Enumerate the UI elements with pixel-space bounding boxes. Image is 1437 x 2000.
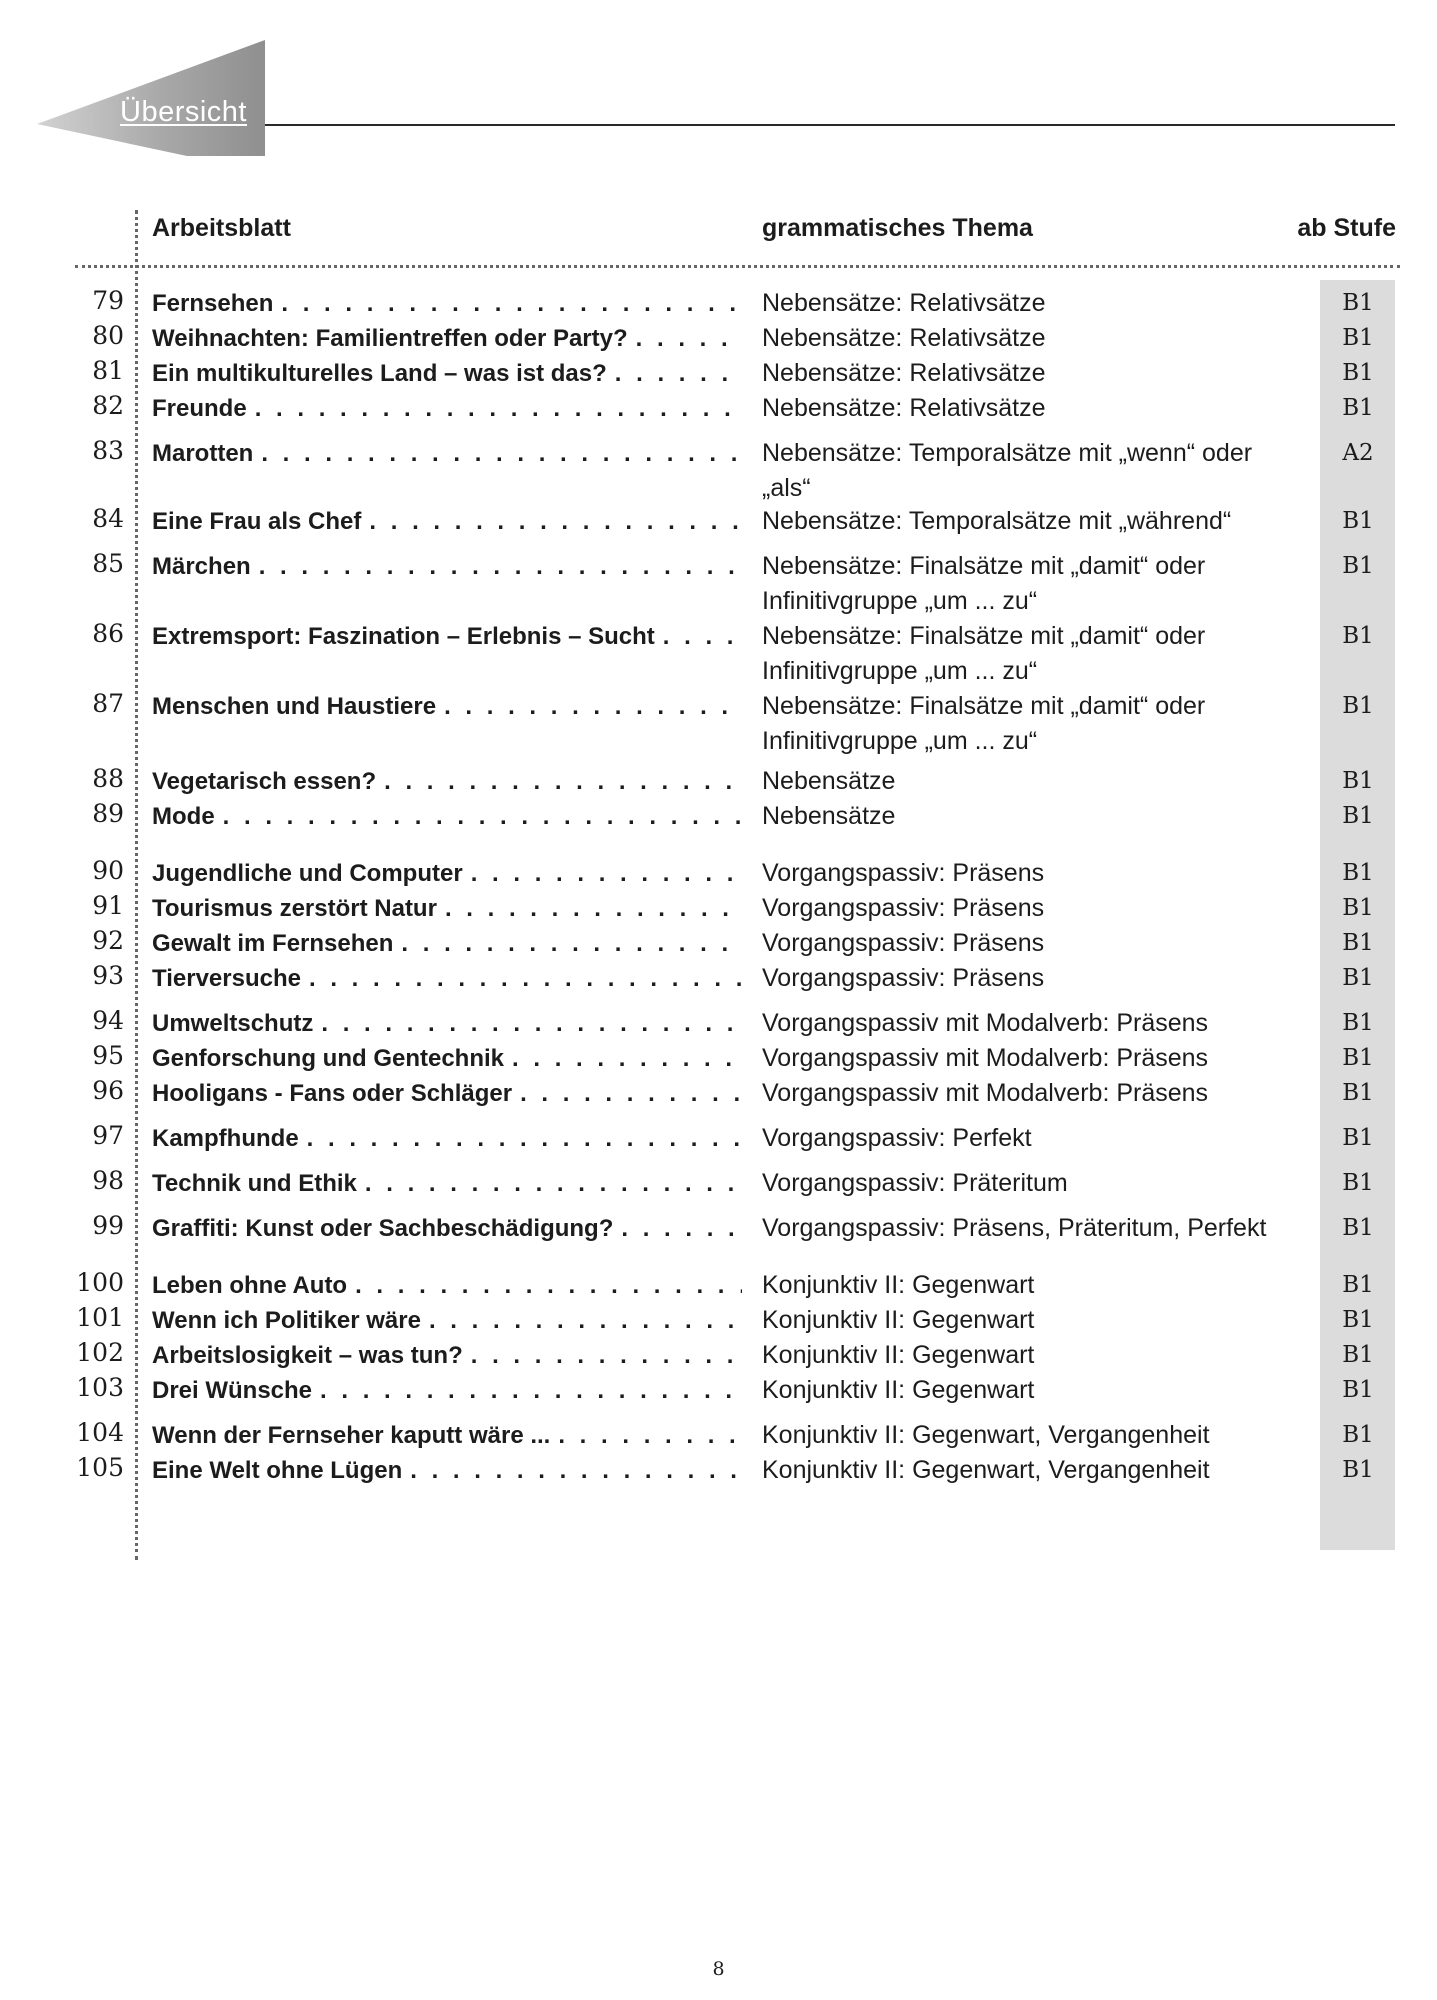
dot-leader [504,1041,742,1076]
level-badge: B1 [1342,325,1374,351]
dot-leader [376,764,742,799]
dot-leader [361,504,742,539]
worksheet-title-cell [152,391,742,426]
worksheet-title-cell [152,1303,742,1338]
grammar-topic: Vorgangspassiv mit Modalverb: Präsens [762,1044,1209,1072]
grammar-topic: Konjunktiv II: Gegenwart [762,1271,1035,1299]
worksheet-number: 91 [92,891,124,920]
dot-leader [347,1268,742,1303]
grammar-topic: Nebensätze [762,802,896,830]
grammar-topic: Nebensätze [762,767,896,795]
worksheet-number: 94 [92,1006,124,1035]
grammar-topic: Konjunktiv II: Gegenwart, Vergangenheit [762,1421,1210,1449]
worksheet-number: 82 [92,391,124,420]
worksheet-number: 88 [92,764,124,793]
worksheet-title: Marotten [152,440,254,467]
worksheet-number: 81 [92,356,124,385]
dot-leader [299,1121,742,1156]
level-badge: B1 [1342,965,1374,991]
dot-leader [607,356,742,391]
worksheet-number: 103 [76,1373,124,1402]
worksheet-number: 80 [92,321,124,350]
worksheet-title: Hooligans - Fans oder Schläger [152,1080,513,1107]
worksheet-title: Drei Wünsche [152,1377,313,1404]
dot-leader [273,286,742,321]
worksheet-title-cell [152,926,742,961]
level-badge: B1 [1342,623,1374,649]
dot-leader [463,856,742,891]
worksheet-title-cell [152,1166,742,1201]
worksheet-number: 92 [92,926,124,955]
worksheet-title: Mode [152,803,215,830]
column-header-worksheet: Arbeitsblatt [152,214,291,242]
worksheet-number: 84 [92,504,124,533]
dot-leader [251,549,742,584]
worksheet-number: 90 [92,856,124,885]
level-badge: B1 [1342,1422,1374,1448]
worksheet-title: Tierversuche [152,965,301,992]
worksheet-number: 98 [92,1166,124,1195]
worksheet-title-cell [152,1453,742,1488]
page-number: 8 [712,1958,725,1980]
column-header-level: ab Stufe [1297,214,1396,242]
grammar-topic: Vorgangspassiv: Präteritum [762,1169,1068,1197]
worksheet-title-cell [152,1211,742,1246]
dot-leader [247,391,742,426]
grammar-topic: Konjunktiv II: Gegenwart [762,1341,1035,1369]
worksheet-title-cell [152,436,742,471]
grammar-topic: Nebensätze: Finalsätze mit „damit“ oder Infinitivgruppe „um ... zu“ [762,622,1206,685]
worksheet-title: Freunde [152,395,247,422]
dot-leader [357,1166,742,1201]
worksheet-title-cell [152,1006,742,1041]
worksheet-title: Märchen [152,553,251,580]
worksheet-number: 93 [92,961,124,990]
worksheet-number: 105 [76,1453,124,1482]
worksheet-number: 83 [92,436,124,465]
worksheet-title: Menschen und Haustiere [152,693,437,720]
worksheet-title-cell [152,1121,742,1156]
grammar-topic: Vorgangspassiv: Präsens, Präteritum, Perfekt [762,1214,1267,1242]
dot-leader [512,1076,742,1111]
worksheet-title: Graffiti: Kunst oder Sachbeschädigung? [152,1215,614,1242]
dot-leader [301,961,742,996]
level-badge: B1 [1342,1125,1374,1151]
dot-leader [215,799,742,834]
grammar-topic: Nebensätze: Relativsätze [762,324,1046,352]
worksheet-title-cell [152,1338,742,1373]
worksheet-title-cell [152,799,742,834]
grammar-topic: Vorgangspassiv: Perfekt [762,1124,1032,1152]
worksheet-title-cell [152,1076,742,1111]
worksheet-title: Vegetarisch essen? [152,768,377,795]
level-badge: B1 [1342,395,1374,421]
level-badge: B1 [1342,508,1374,534]
grammar-topic: Nebensätze: Finalsätze mit „damit“ oder Infinitivgruppe „um ... zu“ [762,552,1206,615]
worksheet-title: Weihnachten: Familientreffen oder Party? [152,325,628,352]
grammar-topic: Vorgangspassiv: Präsens [762,859,1045,887]
worksheet-title-cell [152,549,742,584]
level-badge: A2 [1342,440,1374,466]
worksheet-title: Ein multikulturelles Land – was ist das? [152,360,607,387]
grammar-topic: Nebensätze: Relativsätze [762,359,1046,387]
grammar-topic: Konjunktiv II: Gegenwart [762,1376,1035,1404]
grammar-topic: Vorgangspassiv: Präsens [762,929,1045,957]
grammar-topic: Vorgangspassiv: Präsens [762,964,1045,992]
worksheet-title: Technik und Ethik [152,1170,357,1197]
dot-leader [436,689,742,724]
level-badge: B1 [1342,360,1374,386]
dot-leader [463,1338,742,1373]
level-badge: B1 [1342,1010,1374,1036]
worksheet-title-cell [152,619,742,654]
level-badge: B1 [1342,290,1374,316]
worksheet-title-cell [152,1268,742,1303]
dot-leader [421,1303,742,1338]
dot-leader [613,1211,742,1246]
dot-leader [437,891,742,926]
level-badge: B1 [1342,860,1374,886]
header-separator [75,265,1400,268]
level-badge: B1 [1342,1307,1374,1333]
worksheet-title-cell [152,764,742,799]
dot-leader [655,619,742,654]
worksheet-title: Genforschung und Gentechnik [152,1045,505,1072]
grammar-topic: Nebensätze: Finalsätze mit „damit“ oder Infinitivgruppe „um ... zu“ [762,692,1206,755]
worksheet-number: 101 [76,1303,124,1332]
level-badge: B1 [1342,1457,1374,1483]
grammar-topic: Nebensätze: Temporalsätze mit „während“ [762,507,1232,535]
worksheet-number: 85 [92,549,124,578]
worksheet-number: 89 [92,799,124,828]
column-header-grammar-topic: grammatisches Thema [762,214,1033,242]
worksheet-title-cell [152,961,742,996]
worksheet-title: Leben ohne Auto [152,1272,348,1299]
level-badge: B1 [1342,895,1374,921]
dot-leader [628,321,742,356]
dot-leader [550,1418,742,1453]
worksheet-title: Jugendliche und Computer [152,860,463,887]
worksheet-title: Extremsport: Faszination – Erlebnis – Sucht [152,623,655,650]
worksheet-title-cell [152,504,742,539]
level-badge: B1 [1342,693,1374,719]
dot-leader [253,436,742,471]
dot-leader [313,1006,742,1041]
worksheet-title-cell [152,1418,742,1453]
worksheet-title-cell [152,689,742,724]
worksheet-title: Umweltschutz [152,1010,314,1037]
level-badge: B1 [1342,930,1374,956]
worksheet-number: 96 [92,1076,124,1105]
dot-leader [393,926,742,961]
worksheet-number: 87 [92,689,124,718]
grammar-topic: Konjunktiv II: Gegenwart, Vergangenheit [762,1456,1210,1484]
worksheet-number: 99 [92,1211,124,1240]
worksheet-number: 104 [76,1418,124,1447]
level-badge: B1 [1342,1272,1374,1298]
worksheet-title-cell [152,1373,742,1408]
grammar-topic: Vorgangspassiv mit Modalverb: Präsens [762,1079,1209,1107]
header-rule [265,124,1395,126]
worksheet-title: Fernsehen [152,290,274,317]
grammar-topic: Vorgangspassiv mit Modalverb: Präsens [762,1009,1209,1037]
dot-leader [312,1373,742,1408]
level-badge: B1 [1342,1342,1374,1368]
grammar-topic: Nebensätze: Relativsätze [762,289,1046,317]
worksheet-number: 79 [92,286,124,315]
worksheet-title: Arbeitslosigkeit – was tun? [152,1342,463,1369]
worksheet-number: 102 [76,1338,124,1367]
level-badge: B1 [1342,1215,1374,1241]
level-badge: B1 [1342,803,1374,829]
worksheet-title-cell [152,891,742,926]
level-badge: B1 [1342,1170,1374,1196]
section-title: Übersicht [120,96,247,128]
worksheet-title: Eine Welt ohne Lügen [152,1457,403,1484]
level-badge: B1 [1342,1377,1374,1403]
worksheet-title: Eine Frau als Chef [152,508,362,535]
worksheet-title: Gewalt im Fernsehen [152,930,394,957]
level-badge: B1 [1342,768,1374,794]
level-badge: B1 [1342,1045,1374,1071]
grammar-topic: Vorgangspassiv: Präsens [762,894,1045,922]
worksheet-number: 100 [76,1268,124,1297]
worksheet-title: Tourismus zerstört Natur [152,895,437,922]
grammar-topic: Nebensätze: Temporalsätze mit „wenn“ oder „als“ [762,439,1253,502]
worksheet-title-cell [152,1041,742,1076]
worksheet-title: Kampfhunde [152,1125,299,1152]
worksheet-title-cell [152,286,742,321]
worksheet-number: 86 [92,619,124,648]
dot-leader [402,1453,742,1488]
level-badge: B1 [1342,1080,1374,1106]
number-column-divider [135,210,138,1560]
level-badge: B1 [1342,553,1374,579]
grammar-topic: Konjunktiv II: Gegenwart [762,1306,1035,1334]
grammar-topic: Nebensätze: Relativsätze [762,394,1046,422]
worksheet-title: Wenn ich Politiker wäre [152,1307,421,1334]
worksheet-title-cell [152,356,742,391]
worksheet-title-cell [152,856,742,891]
worksheet-title: Wenn der Fernseher kaputt wäre ... [152,1422,551,1449]
worksheet-title-cell [152,321,742,356]
worksheet-number: 97 [92,1121,124,1150]
worksheet-number: 95 [92,1041,124,1070]
